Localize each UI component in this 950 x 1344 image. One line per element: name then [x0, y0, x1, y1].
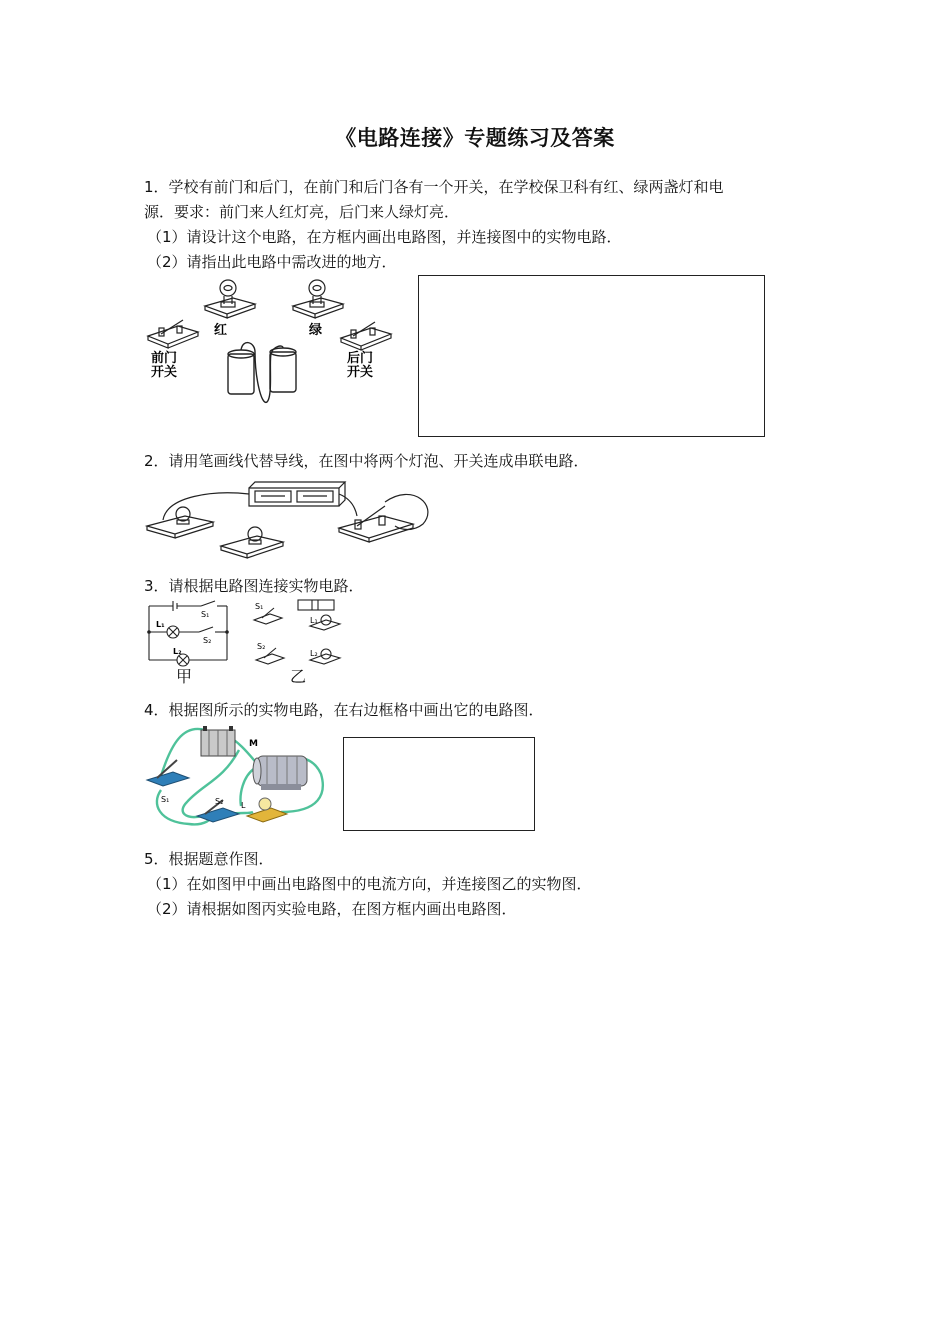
- yi-label-S1: S₁: [255, 602, 264, 611]
- battery-box: [249, 482, 345, 506]
- q5-subquestion-1: （1）在如图甲中画出电路图中的电流方向，并连接图乙的实物图．: [147, 875, 592, 893]
- switch-s1: [147, 760, 189, 786]
- q3-text: 3．请根据电路图连接实物电路．: [144, 577, 364, 595]
- left-lamp: [147, 507, 213, 538]
- q4-apparatus-figure: [143, 724, 329, 834]
- red-lamp-label: 红: [214, 323, 228, 338]
- q1-text-line2: 源．要求：前门来人红灯亮，后门来人绿灯亮．: [144, 203, 460, 221]
- q5-subquestion-2: （2）请根据如图丙实验电路，在图方框内画出电路图．: [147, 900, 517, 918]
- lamp-l-label: L: [241, 801, 246, 810]
- q4-text: 4．根据图所示的实物电路，在右边框格中画出它的电路图．: [144, 701, 544, 719]
- knife-switch: [339, 506, 413, 542]
- jia-label-L1: L₁: [156, 620, 165, 629]
- jia-label-L2: L₂: [173, 647, 182, 656]
- green-lamp: [293, 280, 343, 318]
- jia-label-S1: S₁: [201, 610, 210, 619]
- q1-subquestion-1: （1）请设计这个电路，在方框内画出电路图，并连接图中的实物电路．: [147, 228, 622, 246]
- motor: [253, 756, 307, 790]
- q4-answer-box[interactable]: [343, 737, 535, 831]
- yi-label-L2: L₂: [310, 649, 318, 658]
- q2-apparatus-figure: [143, 476, 433, 560]
- lamp-l: [247, 798, 287, 822]
- jia-label-S2: S₂: [203, 636, 212, 645]
- switch-s1-label: S₁: [161, 795, 170, 804]
- middle-lamp: [221, 527, 283, 558]
- red-lamp: [205, 280, 255, 318]
- q1-apparatus-figure: [143, 276, 399, 410]
- q1-answer-box[interactable]: [418, 275, 765, 437]
- battery-box: [201, 726, 235, 756]
- q1-subquestion-2: （2）请指出此电路中需改进的地方．: [147, 253, 397, 271]
- q3-label-jia: 甲: [176, 667, 193, 686]
- page-title: 《电路连接》专题练习及答案: [335, 126, 615, 150]
- back-door-switch: [341, 322, 391, 350]
- green-lamp-label: 绿: [309, 323, 323, 338]
- battery-pair: [228, 343, 296, 403]
- yi-label-L1: L₁: [310, 616, 318, 625]
- motor-label-M: M: [249, 739, 258, 749]
- front-switch-label: 开关: [151, 365, 178, 380]
- q1-text-line1: 1．学校有前门和后门，在前门和后门各有一个开关，在学校保卫科有红、绿两盏灯和电: [144, 178, 724, 196]
- front-door-label: 前门: [151, 351, 178, 366]
- back-door-label: 后门: [347, 351, 374, 366]
- q3-apparatus-yi: [252, 598, 344, 670]
- q3-label-yi: 乙: [290, 667, 307, 686]
- back-switch-label: 开关: [347, 365, 374, 380]
- switch-s2-label: S₂: [215, 797, 224, 806]
- q2-text: 2．请用笔画线代替导线，在图中将两个灯泡、开关连成串联电路．: [144, 452, 589, 470]
- yi-label-S2: S₂: [257, 642, 266, 651]
- front-door-switch: [148, 320, 198, 348]
- q5-text: 5．根据题意作图．: [144, 850, 274, 868]
